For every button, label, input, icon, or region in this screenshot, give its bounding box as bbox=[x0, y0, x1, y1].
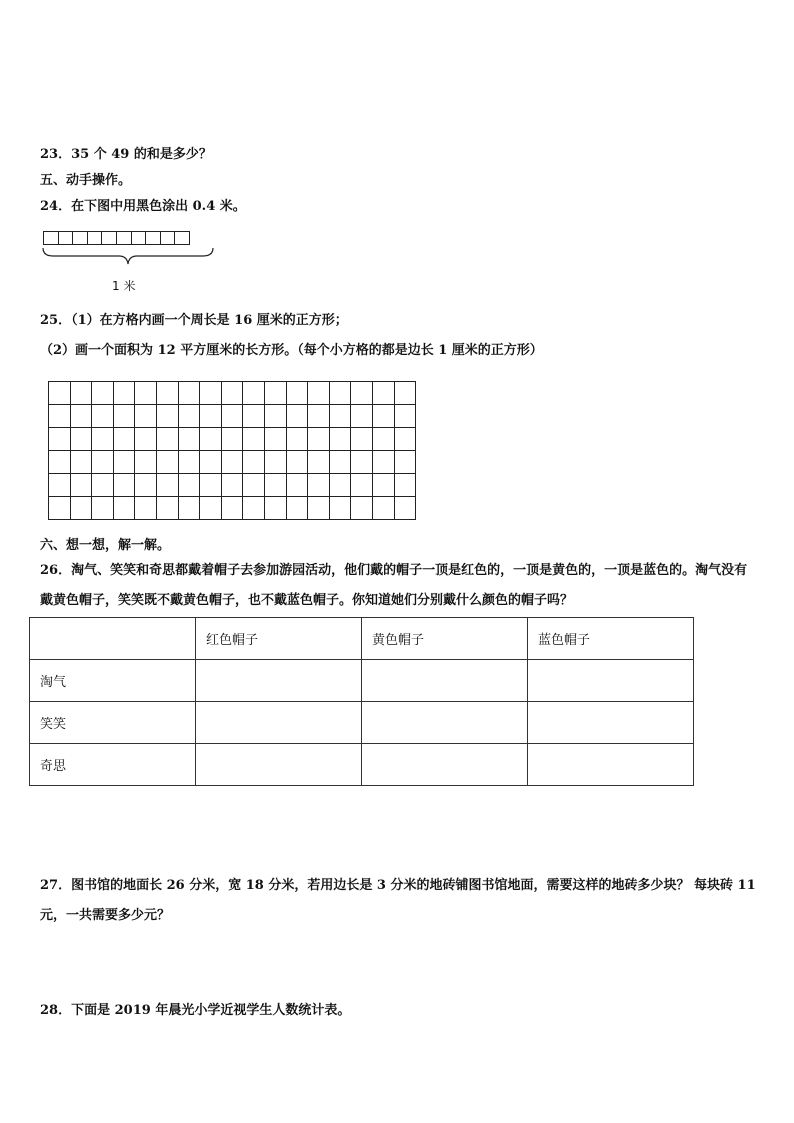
grid-square[interactable] bbox=[265, 405, 287, 428]
grid-square[interactable] bbox=[49, 382, 71, 405]
question-25-part-2: （2）画一个面积为 12 平方厘米的长方形。（每个小方格的都是边长 1 厘米的正方形） bbox=[40, 343, 543, 358]
ruler-cell[interactable] bbox=[72, 231, 88, 245]
table-cell[interactable] bbox=[362, 702, 528, 744]
grid-square[interactable] bbox=[157, 474, 179, 497]
grid-square[interactable] bbox=[71, 497, 93, 520]
grid-square[interactable] bbox=[265, 382, 287, 405]
grid-square[interactable] bbox=[135, 474, 157, 497]
grid-square[interactable] bbox=[200, 405, 222, 428]
grid-square[interactable] bbox=[330, 405, 352, 428]
hat-color-table bbox=[29, 617, 694, 786]
row-label: 笑笑 bbox=[30, 702, 196, 744]
grid-square[interactable] bbox=[265, 451, 287, 474]
grid-square[interactable] bbox=[243, 451, 265, 474]
table-cell[interactable] bbox=[528, 702, 694, 744]
grid-square[interactable] bbox=[200, 428, 222, 451]
grid-square[interactable] bbox=[114, 497, 136, 520]
grid-square[interactable] bbox=[92, 405, 114, 428]
grid-square[interactable] bbox=[395, 382, 417, 405]
grid-square[interactable] bbox=[92, 428, 114, 451]
grid-square[interactable] bbox=[200, 382, 222, 405]
grid-square[interactable] bbox=[157, 382, 179, 405]
grid-square[interactable] bbox=[200, 451, 222, 474]
grid-square[interactable] bbox=[351, 451, 373, 474]
table-header-cell: 黄色帽子 bbox=[362, 618, 528, 660]
grid-square[interactable] bbox=[222, 405, 244, 428]
grid-square[interactable] bbox=[157, 405, 179, 428]
grid-square[interactable] bbox=[330, 474, 352, 497]
table-header-cell: 蓝色帽子 bbox=[528, 618, 694, 660]
grid-square[interactable] bbox=[222, 451, 244, 474]
table-cell[interactable] bbox=[528, 660, 694, 702]
grid-square[interactable] bbox=[351, 428, 373, 451]
grid-square[interactable] bbox=[49, 428, 71, 451]
grid-square[interactable] bbox=[308, 382, 330, 405]
grid-square[interactable] bbox=[373, 451, 395, 474]
grid-square[interactable] bbox=[308, 428, 330, 451]
grid-square[interactable] bbox=[157, 428, 179, 451]
grid-square[interactable] bbox=[243, 474, 265, 497]
grid-square[interactable] bbox=[243, 405, 265, 428]
table-header-row bbox=[30, 618, 694, 660]
grid-square[interactable] bbox=[49, 474, 71, 497]
ruler-cell[interactable] bbox=[131, 231, 147, 245]
grid-square[interactable] bbox=[373, 428, 395, 451]
grid-square[interactable] bbox=[395, 405, 417, 428]
section-5-title: 五、动手操作。 bbox=[40, 173, 132, 188]
grid-square[interactable] bbox=[395, 451, 417, 474]
grid-square[interactable] bbox=[395, 474, 417, 497]
grid-square[interactable] bbox=[287, 474, 309, 497]
grid-square[interactable] bbox=[135, 382, 157, 405]
grid-square[interactable] bbox=[179, 405, 201, 428]
grid-square[interactable] bbox=[287, 405, 309, 428]
ruler-cell[interactable] bbox=[87, 231, 103, 245]
grid-square[interactable] bbox=[114, 428, 136, 451]
grid-square[interactable] bbox=[265, 474, 287, 497]
grid-square[interactable] bbox=[265, 497, 287, 520]
table-row bbox=[30, 702, 694, 744]
grid-square[interactable] bbox=[222, 428, 244, 451]
table-cell[interactable] bbox=[362, 744, 528, 786]
grid-square[interactable] bbox=[330, 382, 352, 405]
table-header-cell bbox=[30, 618, 196, 660]
table-header-cell: 红色帽子 bbox=[196, 618, 362, 660]
grid-square[interactable] bbox=[330, 451, 352, 474]
question-25-part-1: 25．（1）在方格内画一个周长是 16 厘米的正方形； bbox=[40, 313, 348, 328]
grid-square[interactable] bbox=[351, 497, 373, 520]
grid-square[interactable] bbox=[49, 405, 71, 428]
grid-square[interactable] bbox=[330, 497, 352, 520]
table-cell[interactable] bbox=[196, 744, 362, 786]
grid-square[interactable] bbox=[222, 382, 244, 405]
grid-square[interactable] bbox=[71, 451, 93, 474]
grid-square[interactable] bbox=[222, 474, 244, 497]
grid-square[interactable] bbox=[135, 428, 157, 451]
grid-square[interactable] bbox=[179, 382, 201, 405]
grid-square[interactable] bbox=[71, 474, 93, 497]
grid-square[interactable] bbox=[308, 497, 330, 520]
ruler-cell[interactable] bbox=[174, 231, 190, 245]
grid-square[interactable] bbox=[157, 451, 179, 474]
grid-square[interactable] bbox=[157, 497, 179, 520]
table-row bbox=[30, 744, 694, 786]
grid-square[interactable] bbox=[395, 497, 417, 520]
table-cell[interactable] bbox=[196, 702, 362, 744]
grid-square[interactable] bbox=[373, 382, 395, 405]
question-26: 26．淘气、笑笑和奇思都戴着帽子去参加游园活动，他们戴的帽子一顶是红色的，一顶是黄色的，一顶是蓝色的。淘气没有戴黄色帽子，笑笑既不戴黄色帽子，也不戴蓝色帽子。你知道她们分别戴什么颜色的帽子吗？ bbox=[40, 563, 748, 608]
grid-square[interactable] bbox=[92, 451, 114, 474]
grid-square[interactable] bbox=[200, 474, 222, 497]
grid-square[interactable] bbox=[179, 497, 201, 520]
ruler-cell[interactable] bbox=[58, 231, 74, 245]
grid-square[interactable] bbox=[287, 451, 309, 474]
ruler-cell[interactable] bbox=[101, 231, 117, 245]
question-24: 24．在下图中用黑色涂出 0.4 米。 bbox=[40, 199, 246, 214]
row-label: 奇思 bbox=[30, 744, 196, 786]
grid-square[interactable] bbox=[287, 497, 309, 520]
grid-square[interactable] bbox=[373, 497, 395, 520]
grid-square[interactable] bbox=[265, 428, 287, 451]
grid-square[interactable] bbox=[49, 451, 71, 474]
grid-square[interactable] bbox=[351, 474, 373, 497]
ruler-cell[interactable] bbox=[145, 231, 161, 245]
question-27: 27．图书馆的地面长 26 分米，宽 18 分米，若用边长是 3 分米的地砖铺图书馆地面，需要这样的地砖多少块？ 每块砖 11 元，一共需要多少元？ bbox=[40, 878, 756, 923]
row-label: 淘气 bbox=[30, 660, 196, 702]
grid-square[interactable] bbox=[200, 497, 222, 520]
grid-square[interactable] bbox=[114, 382, 136, 405]
grid-square[interactable] bbox=[135, 497, 157, 520]
grid-square[interactable] bbox=[92, 497, 114, 520]
grid-square[interactable] bbox=[114, 451, 136, 474]
ruler-cell[interactable] bbox=[116, 231, 132, 245]
table-cell[interactable] bbox=[362, 660, 528, 702]
table-row bbox=[30, 660, 694, 702]
grid-square[interactable] bbox=[71, 405, 93, 428]
grid-square[interactable] bbox=[243, 382, 265, 405]
question-28: 28．下面是 2019 年晨光小学近视学生人数统计表。 bbox=[40, 1003, 351, 1018]
grid-square[interactable] bbox=[351, 382, 373, 405]
ruler-strip bbox=[43, 231, 190, 245]
grid-square[interactable] bbox=[114, 405, 136, 428]
grid-square[interactable] bbox=[287, 382, 309, 405]
ruler-cell[interactable] bbox=[160, 231, 176, 245]
grid-square[interactable] bbox=[373, 405, 395, 428]
grid-square[interactable] bbox=[308, 474, 330, 497]
grid-square[interactable] bbox=[114, 474, 136, 497]
grid-square[interactable] bbox=[179, 428, 201, 451]
grid-square[interactable] bbox=[308, 451, 330, 474]
question-23: 23．35 个 49 的和是多少？ bbox=[40, 147, 212, 162]
square-grid bbox=[48, 381, 416, 520]
grid-square[interactable] bbox=[330, 428, 352, 451]
grid-square[interactable] bbox=[71, 428, 93, 451]
table-cell[interactable] bbox=[196, 660, 362, 702]
grid-square[interactable] bbox=[135, 405, 157, 428]
brace-icon bbox=[41, 246, 217, 270]
grid-square[interactable] bbox=[287, 428, 309, 451]
grid-square[interactable] bbox=[243, 497, 265, 520]
grid-square[interactable] bbox=[351, 405, 373, 428]
table-cell[interactable] bbox=[528, 744, 694, 786]
grid-square[interactable] bbox=[243, 428, 265, 451]
grid-square[interactable] bbox=[135, 451, 157, 474]
grid-square[interactable] bbox=[395, 428, 417, 451]
grid-square[interactable] bbox=[92, 474, 114, 497]
grid-square[interactable] bbox=[222, 497, 244, 520]
grid-square[interactable] bbox=[179, 451, 201, 474]
grid-square[interactable] bbox=[71, 382, 93, 405]
ruler-cell[interactable] bbox=[43, 231, 59, 245]
grid-square[interactable] bbox=[49, 497, 71, 520]
section-6-title: 六、想一想，解一解。 bbox=[40, 538, 171, 553]
grid-square[interactable] bbox=[179, 474, 201, 497]
brace-label: 1 米 bbox=[112, 279, 136, 293]
grid-square[interactable] bbox=[92, 382, 114, 405]
grid-square[interactable] bbox=[308, 405, 330, 428]
grid-square[interactable] bbox=[373, 474, 395, 497]
